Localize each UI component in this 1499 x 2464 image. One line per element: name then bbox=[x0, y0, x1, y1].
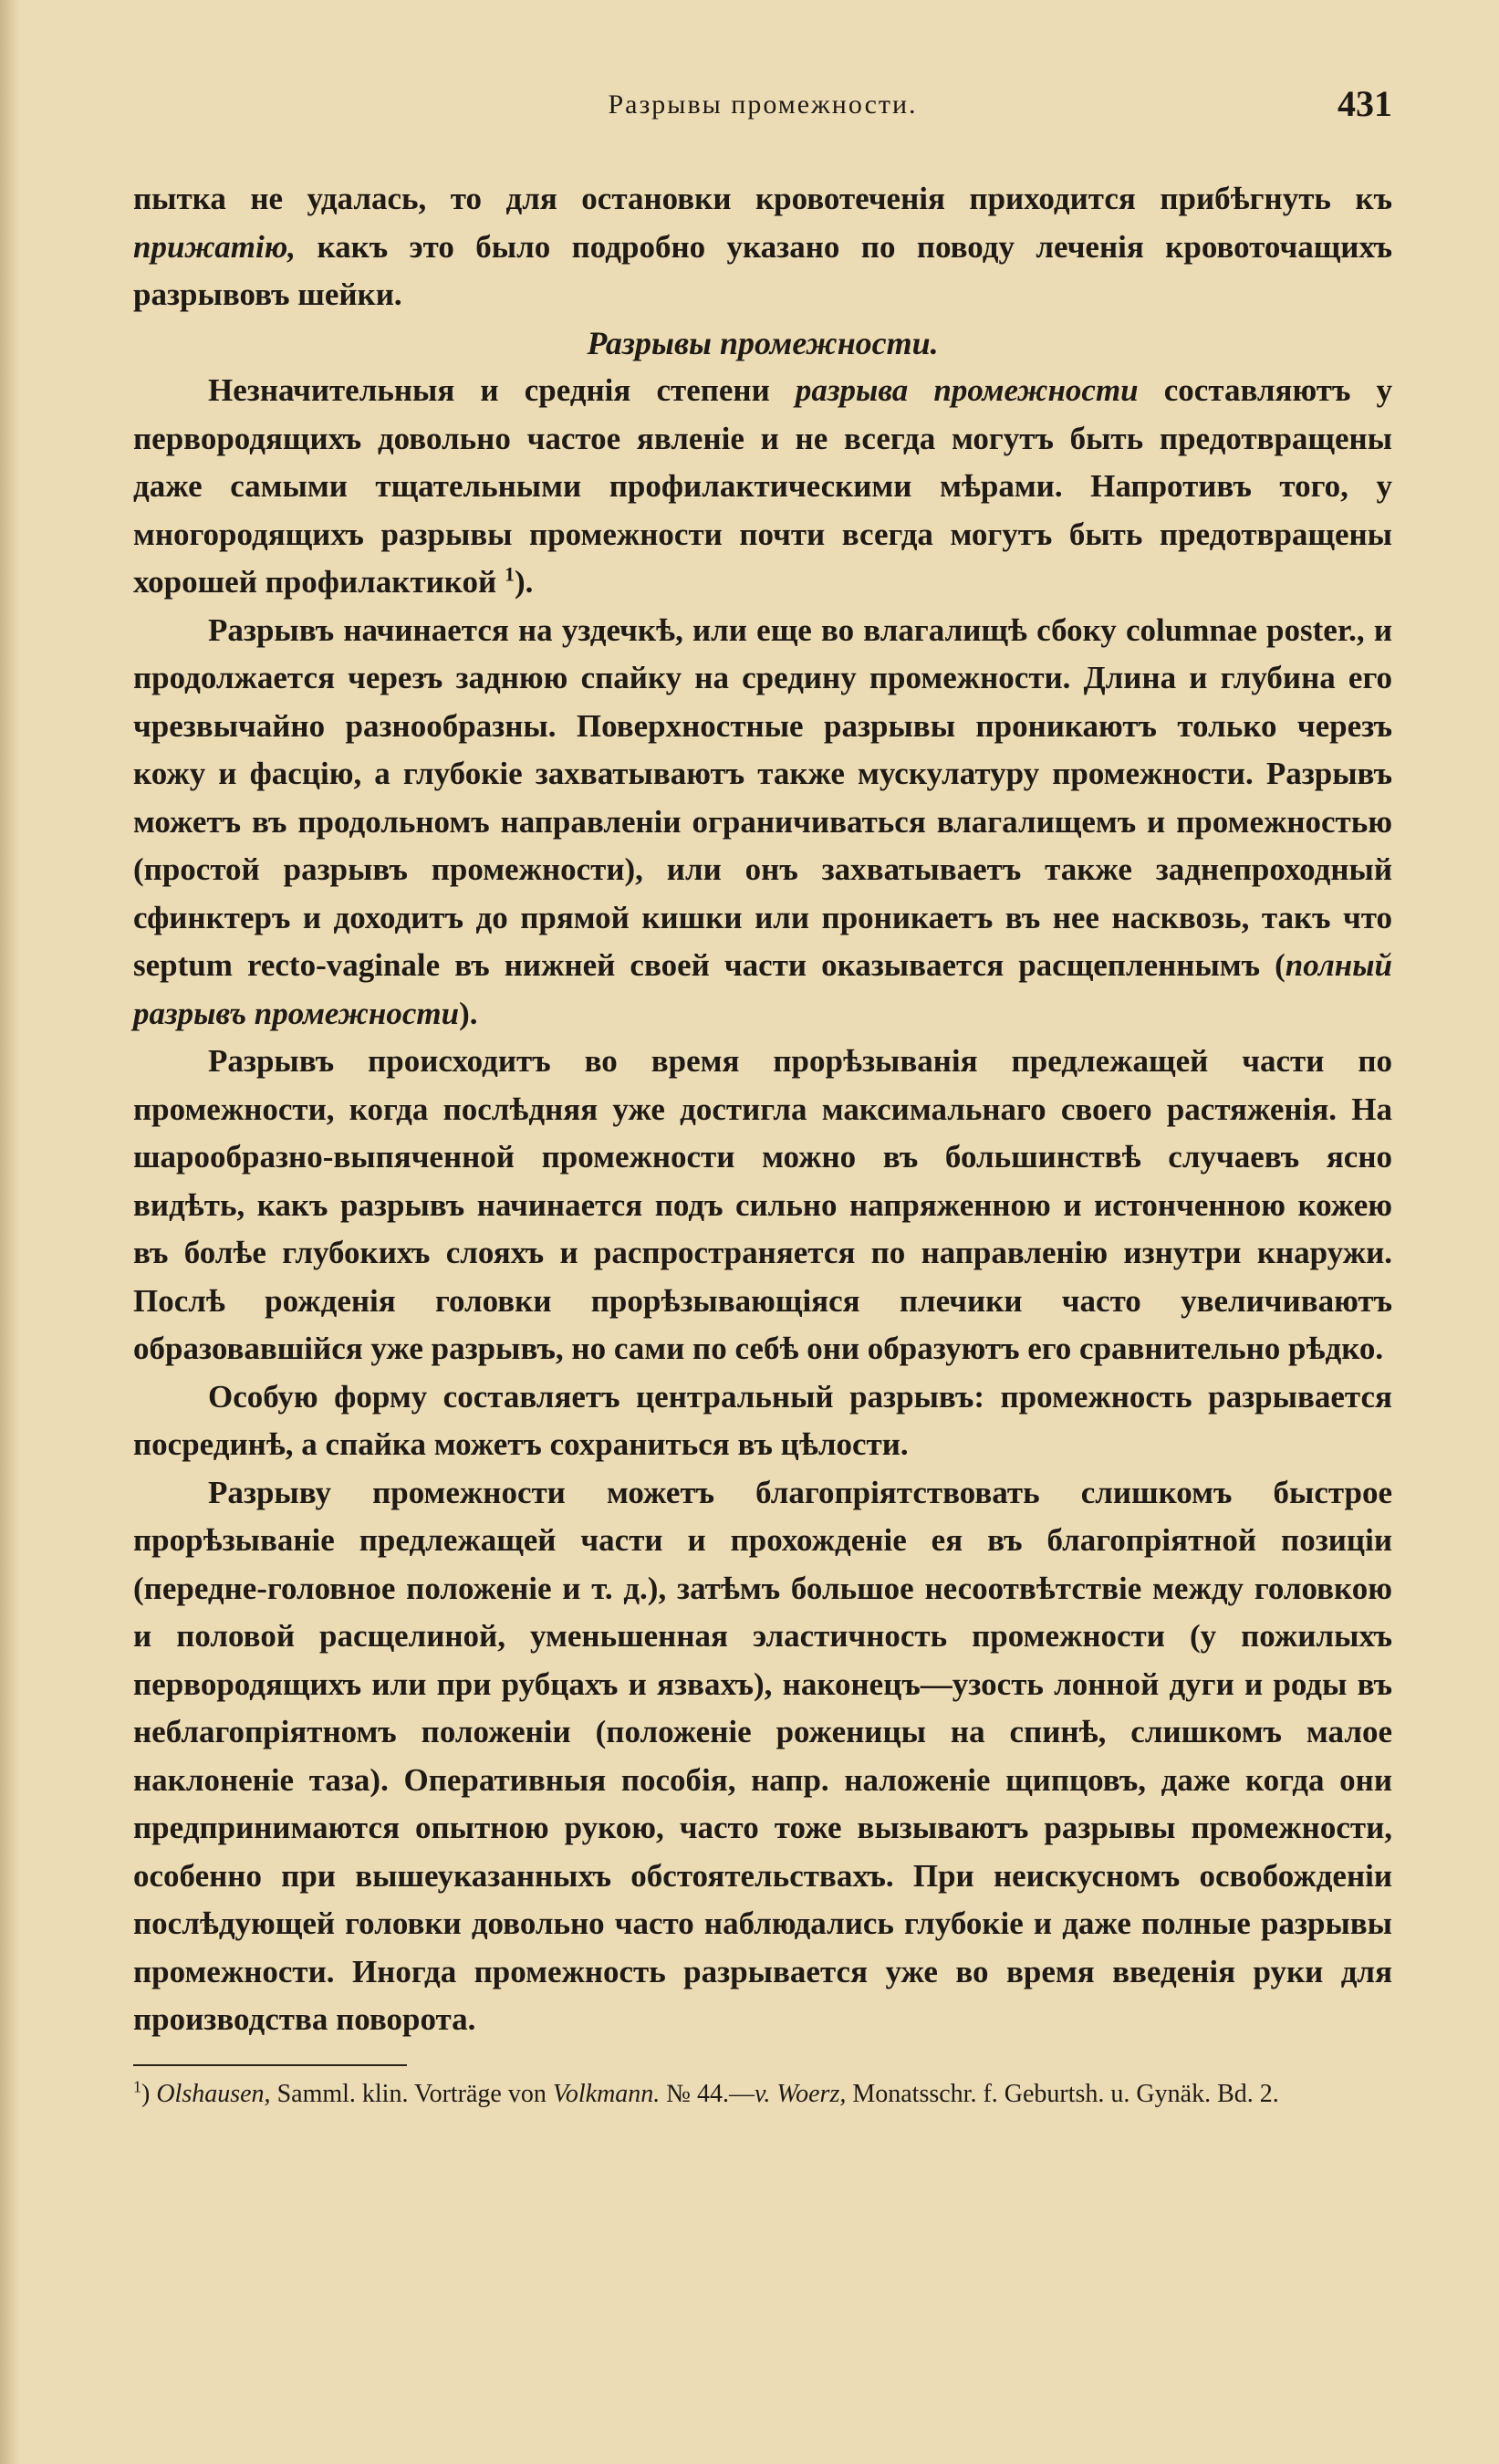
section-heading: Разрывы промежности. bbox=[587, 324, 939, 361]
emphasis: разрыва промежности bbox=[795, 372, 1139, 408]
footnote bbox=[133, 2075, 1392, 2114]
text-run: составляютъ у первородящихъ довольно частое явленіе и не всегда могутъ быть предотвращены даже самыми тщательными профилактическими мѣрами. Напротивъ того, у многородящихъ разрывы промежности почти всегда могутъ быть предотвращены хорошей профилактикой bbox=[133, 372, 1392, 600]
footnote-reference: 1 bbox=[504, 562, 515, 586]
text-run: Samml. klin. Vorträge von bbox=[270, 2079, 553, 2108]
running-head bbox=[133, 82, 1392, 137]
page-content bbox=[133, 82, 1392, 2114]
emphasis: прижатію, bbox=[133, 228, 297, 265]
page-number: 431 bbox=[1338, 83, 1392, 124]
text-run: № 44.— bbox=[660, 2079, 755, 2108]
text-run: ) bbox=[141, 2079, 157, 2108]
author-name: Volkmann. bbox=[552, 2079, 661, 2108]
text-run: ). bbox=[514, 564, 534, 600]
paragraph-1 bbox=[133, 175, 1392, 319]
author-name: Olshausen, bbox=[156, 2079, 271, 2108]
paragraph-6: Разрыву промежности можетъ благопріятствовать слишкомъ быстрое прорѣзываніе предлежащей части и прохожденіе ея въ благопріятной позиціи (передне-головное положеніе и т. д.), затѣмъ большое несоотвѣтствіе между головкою и половой расщелиной, уменьшенная эластичность промежности (у пожилыхъ первородящихъ или при рубцахъ и язвахъ), наконецъ—узость лонной дуги и роды въ неблагопріятномъ положеніи (положеніе роженицы на спинѣ, слишкомъ малое наклоненіе таза). Оперативныя пособія, напр. наложеніе щипцовъ, даже когда они предпринимаются опытною рукою, часто тоже вызываютъ разрывы промежности, особенно при вышеуказанныхъ обстоятельствахъ. При неискусномъ освобожденіи послѣдующей головки довольно часто наблюдались глубокіе и даже полные разрывы промежности. Иногда промежность разрывается уже во время введенія руки для производства поворота. bbox=[133, 1474, 1392, 2037]
text-run: Monatsschr. f. Geburtsh. u. Gynäk. Bd. 2. bbox=[846, 2079, 1279, 2108]
text-run: какъ это было подробно указано по поводу леченія кровоточащихъ разрывовъ шейки. bbox=[133, 228, 1392, 312]
emphasis: полный разрывъ промежности bbox=[133, 947, 1392, 1031]
paragraph-2 bbox=[133, 367, 1392, 607]
running-title: Разрывы промежности. bbox=[608, 89, 918, 120]
body-text bbox=[133, 175, 1392, 2044]
paragraph-5: Особую форму составляетъ центральный разрывъ: промежность разрывается посрединѣ, а спайка можетъ сохраниться въ цѣлости. bbox=[133, 1378, 1392, 1462]
paragraph-3 bbox=[133, 607, 1392, 1039]
text-run: пытка не удалась, то для остановки кровотеченія приходится прибѣгнуть къ bbox=[133, 181, 1392, 216]
text-run: Незначительныя и среднія степени bbox=[208, 372, 796, 408]
text-run: Разрывъ начинается на уздечкѣ, или еще во влагалищѣ сбоку columnae poster., и продолжается черезъ заднюю спайку на средину промежности. Длина и глубина его чрезвычайно разнообразны. Поверхностные разрывы проникаютъ только черезъ кожу и фасцію, а глубокіе захватываютъ также мускулатуру промежности. Разрывъ можетъ въ продольномъ направленіи ограничиваться влагалищемъ и промежностью (простой разрывъ промежности), или онъ захватываетъ также заднепроходный сфинктеръ и доходитъ до прямой кишки или проникаетъ въ нее насквозь, такъ что septum recto-vaginale въ нижней своей части оказывается расщепленнымъ ( bbox=[133, 611, 1392, 983]
text-run: ). bbox=[459, 995, 478, 1031]
binding-shadow bbox=[0, 0, 20, 2464]
paragraph-4: Разрывъ происходитъ во время прорѣзыванія предлежащей части по промежности, когда послѣдняя уже достигла максимальнаго своего растяженія. На шарообразно-выпяченной промежности можно въ большинствѣ случаевъ ясно видѣть, какъ разрывъ начинается подъ сильно напряженною и истонченною кожею въ болѣе глубокихъ слояхъ и распространяется по направленію изнутри кнаружи. Послѣ рожденія головки прорѣзывающіяся плечики часто увеличиваютъ образовавшійся уже разрывъ, но сами по себѣ они образуютъ его сравнительно рѣдко. bbox=[133, 1043, 1392, 1366]
footnote-mark: 1 bbox=[133, 2077, 141, 2096]
footnote-rule bbox=[133, 2064, 407, 2066]
author-name: v. Woerz, bbox=[755, 2079, 847, 2108]
